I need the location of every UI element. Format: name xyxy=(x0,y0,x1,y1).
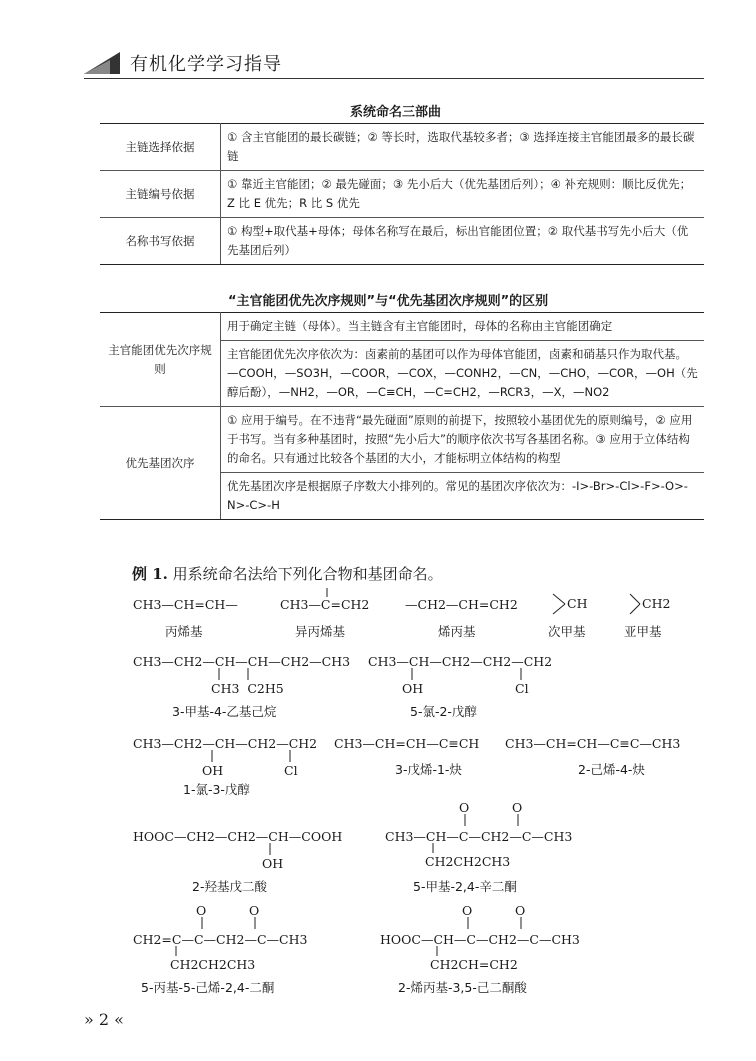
molecule-substituent: OH xyxy=(262,856,284,871)
table-key: 主官能团优先次序规则 xyxy=(100,313,221,407)
molecule-name: 异丙烯基 xyxy=(295,624,346,639)
molecule-name: 1-氯-3-戊醇 xyxy=(183,782,250,797)
carbonyl-oxygen: O xyxy=(462,903,473,918)
table-value: ① 靠近主官能团；② 最先碰面；③ 先小后大（优先基团后列）；④ 补充规则：顺比反优先；Z 比 E 优先；R 比 S 优先 xyxy=(221,171,705,218)
molecule-name: 2-羟基戊二酸 xyxy=(192,879,267,894)
molecule-substituent: Cl xyxy=(284,763,298,778)
page-number-value: 2 xyxy=(98,1010,110,1029)
carbonyl-oxygen: O xyxy=(249,903,260,918)
molecule-name: 丙烯基 xyxy=(165,624,203,639)
table-value: ① 构型+取代基+母体；母体名称写在最后，标出官能团位置；② 取代基书写先小后大（优先基团后列） xyxy=(221,218,705,265)
molecule-substituent: CH2CH2CH3 xyxy=(170,957,256,972)
molecule-name: 3-甲基-4-乙基己烷 xyxy=(172,704,277,719)
molecule-formula: CH3—CH=CH— xyxy=(133,597,238,612)
page-number: » 2 « xyxy=(84,1010,124,1029)
table-value: 优先基团次序是根据原子序数大小排列的。常见的基团次序依次为：-I>-Br>-Cl>-F>-O>-N>-C>-H xyxy=(221,473,705,520)
molecule-substituents: CH3 C2H5 xyxy=(211,681,284,696)
molecule-formula: CH2=C—C—CH2—C—CH3 xyxy=(133,932,308,947)
molecule-substituent: CH2CH=CH2 xyxy=(430,957,518,972)
table-key: 优先基团次序 xyxy=(100,407,221,520)
table2-caption: “主官能团优先次序规则”与“优先基团次序规则”的区别 xyxy=(228,294,549,309)
table-key: 主链选择依据 xyxy=(100,124,221,171)
molecule-formula: HOOC—CH—C—CH2—C—CH3 xyxy=(380,932,580,947)
molecule-formula: CH3—CH2—CH—CH2—CH2 xyxy=(133,736,318,751)
carbonyl-oxygen: O xyxy=(515,903,526,918)
group-order-list: —COOH，—SO3H，—COOR，—COX，—CONH2，—CN，—CHO，—COR，—OH（先醇后酚），—NH2，—OR，—C≡CH，—C=CH2，—RCR3，—X，—NO2 xyxy=(227,366,698,399)
table-key: 名称书写依据 xyxy=(100,218,221,265)
molecule-substituent: OH xyxy=(402,681,424,696)
table-value: 用于确定主链（母体）。当主链含有主官能团时，母体的名称由主官能团确定 xyxy=(221,313,705,341)
molecule-substituent: CH2CH2CH3 xyxy=(425,854,511,869)
table-value: ① 应用于编号。在不违背“最先碰面”原则的前提下，按照较小基团优先的原则编号，② 应用于书写。当有多种基团时，按照“先小后大”的顺序依次书写各基团名称。③ 应用于立体结构的命名。只有通过比较各个基团的大小，才能标明立体结构的构型 xyxy=(221,407,705,473)
molecule-name: 5-甲基-2,4-辛二酮 xyxy=(413,879,517,894)
molecule-formula: CH3—CH2—CH—CH—CH2—CH3 xyxy=(133,654,351,669)
carbonyl-oxygen: O xyxy=(459,800,470,815)
table-value: ① 含主官能团的最长碳链；② 等长时，选取代基较多者；③ 选择连接主官能团最多的最长碳链 xyxy=(221,124,705,171)
example-number: 例 1. xyxy=(132,565,168,583)
molecule-name: 5-氯-2-戊醇 xyxy=(410,704,477,719)
carbonyl-oxygen: O xyxy=(196,903,207,918)
molecule-formula: CH3—CH=CH—C≡C—CH3 xyxy=(505,736,681,751)
molecule-name: 烯丙基 xyxy=(438,624,476,639)
book-title: 有机化学学习指导 xyxy=(130,54,282,75)
molecule-formula: CH3—CH=CH—C≡CH xyxy=(334,736,480,751)
molecule-formula: CH xyxy=(567,596,588,611)
example-prompt: 用系统命名法给下列化合物和基团命名。 xyxy=(172,565,443,583)
group-order-intro: 主官能团优先次序依次为：卤素前的基团可以作为母体官能团，卤素和硝基只作为取代基。 xyxy=(227,347,687,361)
molecule-substituent: Cl xyxy=(515,681,529,696)
molecule-name: 3-戊烯-1-炔 xyxy=(395,762,462,777)
molecule-name: 5-丙基-5-己烯-2,4-二酮 xyxy=(141,980,275,995)
carbonyl-oxygen: O xyxy=(512,800,523,815)
molecule-formula: HOOC—CH2—CH2—CH—COOH xyxy=(133,829,343,844)
molecule-formula: CH3—CH—CH2—CH2—CH2 xyxy=(368,654,553,669)
molecule-name: 2-己烯-4-炔 xyxy=(578,762,645,777)
molecule-formula: CH2 xyxy=(642,596,671,611)
table-key: 主链编号依据 xyxy=(100,171,221,218)
molecule-name: 亚甲基 xyxy=(624,624,662,639)
molecule-formula: CH3—C=CH2 xyxy=(280,597,370,612)
table1-caption: 系统命名三部曲 xyxy=(350,105,442,120)
molecule-substituent: OH xyxy=(202,763,224,778)
molecule-formula: CH3—CH—C—CH2—C—CH3 xyxy=(385,829,573,844)
molecule-formula: —CH2—CH=CH2 xyxy=(405,597,518,612)
molecule-name: 2-烯丙基-3,5-己二酮酸 xyxy=(398,980,527,995)
molecule-name: 次甲基 xyxy=(548,624,586,639)
